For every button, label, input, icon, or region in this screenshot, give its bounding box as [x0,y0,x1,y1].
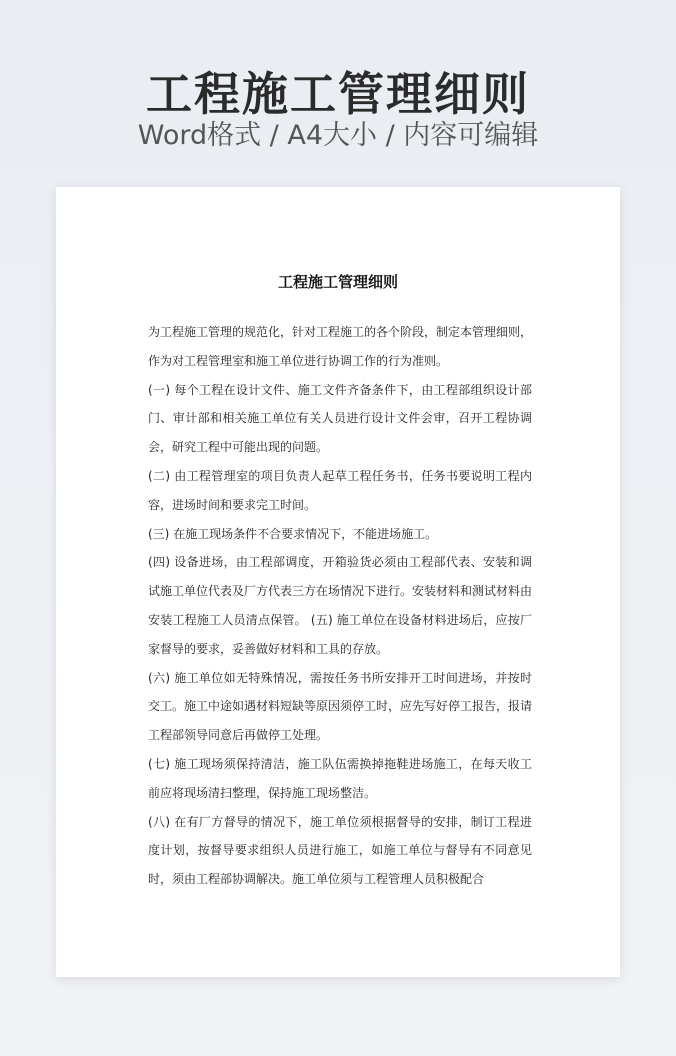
document-title: 工程施工管理细则 [277,273,398,291]
paragraph-3: (三) 在施工现场条件不合要求情况下，不能进场施工。 [148,526,438,541]
paragraph-6: (六) 施工单位如无特殊情况，需按任务书所安排开工时间进场，并按时交工。施工中途如遇材料短缺等原因须停工时，应先写好停工报告，报请工程部领导同意后再做停工处理。 [148,670,533,743]
paragraph-4: (四) 设备进场，由工程部调度，开箱验货必须由工程部代表、安装和调试施工单位代表及厂方代表三方在场情况下进行。安装材料和测试材料由安装工程施工人员清点保管。 (五) 施工单位在设备材料进场后，应按厂家督导的要求，妥善做好材料和工具的存放。 [148,555,533,656]
document-page [56,187,620,977]
paragraph-8: (八) 在有厂方督导的情况下，施工单位须根据督导的安排，制订工程进度计划，按督导要求组织人员进行施工，如施工单位与督导有不同意见时，须由工程部协调解决。施工单位须与工程管理人员积极配合 [148,814,532,887]
paragraph-1: (一) 每个工程在设计文件、施工文件齐备条件下，由工程部组织设计部门、审计部和相关施工单位有关人员进行设计文件会审，召开工程协调会，研究工程中可能出现的问题。 [148,382,532,455]
paragraph-intro: 为工程施工管理的规范化，针对工程施工的各个阶段，制定本管理细则，作为对工程管理室和施工单位进行协调工作的行为准则。 [148,325,533,368]
banner-header [0,0,676,180]
paragraph-2: (二) 由工程管理室的项目负责人起草工程任务书，任务书要说明工程内容，进场时间和要求完工时间。 [148,468,532,512]
main-title: 工程施工管理细则 [146,67,530,121]
document-body [148,318,532,894]
sub-title: Word格式 / A4大小 / 内容可编辑 [137,120,539,151]
paragraph-7: (七) 施工现场须保持清洁，施工队伍需换掉拖鞋进场施工，在每天收工前应将现场清扫整理，保持施工现场整洁。 [148,756,532,800]
